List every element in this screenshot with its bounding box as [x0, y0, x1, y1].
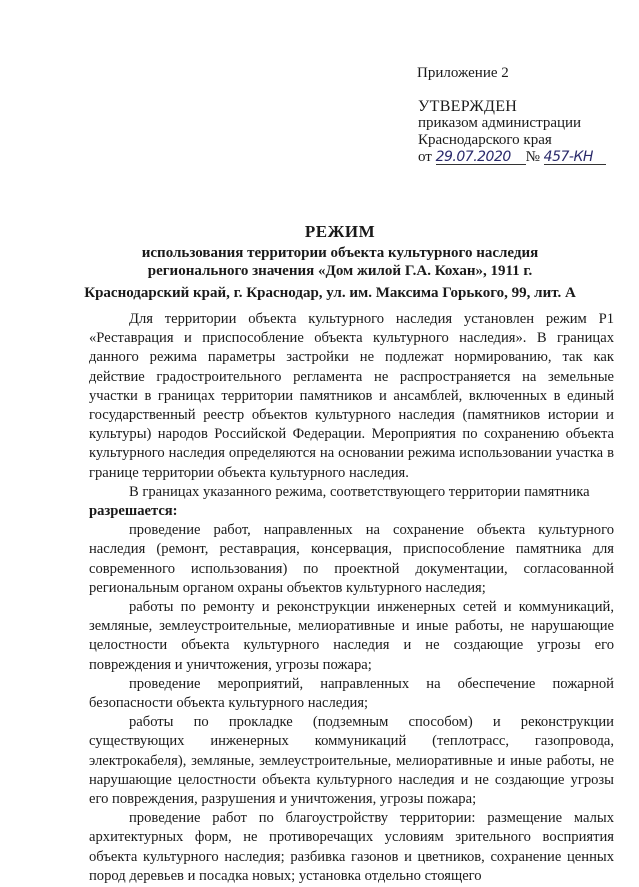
- paragraph-landscaping: проведение работ по благоустройству территории: размещение малых архитектурных форм, не противоречащих условиям зрительного восприятия объекта культурного наследия; разбивка газонов и цветников, сохранение ценных пород деревьев и посадка новых; установка отдельно стоящего: [89, 810, 614, 884]
- appendix-label: Приложение 2: [417, 65, 509, 81]
- paragraph-utility-laying: работы по прокладке (подземным способом) и реконструкции существующих инженерных коммуникаций (теплотрасс, газопровода, электрокабеля), земляные, землеустроительные, мелиоративные и иные работы, не нарушающие целостности объекта культурного наследия и не создающие угрозы его повреждения, разрушения и уничтожения, угрозы пожара;: [89, 714, 614, 808]
- order-date-handwritten: 29.07.2020: [436, 150, 526, 165]
- document-body: [89, 310, 614, 886]
- approval-block: [418, 98, 606, 166]
- document-title-block: [60, 222, 620, 303]
- document-title: РЕЖИМ: [304, 222, 376, 241]
- from-label: от: [418, 149, 432, 165]
- paragraph-engineering-networks: работы по ремонту и реконструкции инженерных сетей и коммуникаций, земляные, землеустроительные, мелиоративные и иные работы, не нарушающие целостности объекта культурного наследия и не создающие угрозы его повреждения и уничтожения, угрозы пожара;: [89, 599, 614, 673]
- approved-heading: УТВЕРЖДЕН: [418, 98, 518, 115]
- approval-line-2: Краснодарского края: [418, 132, 552, 148]
- order-number-handwritten: 457-КН: [544, 150, 606, 165]
- paragraph-permitted-intro: [89, 483, 614, 521]
- title-line-2: регионального значения «Дом жилой Г.А. Кохан», 1911 г.: [147, 263, 533, 279]
- paragraph-conservation-works: проведение работ, направленных на сохранение объекта культурного наследия (ремонт, реставрация, консервация, приспособление памятника для современного использования) по проектной документации, согласованной региональным органом охраны объектов культурного наследия;: [89, 522, 614, 596]
- number-label: №: [525, 149, 540, 165]
- order-line: [418, 149, 606, 166]
- title-line-1: использования территории объекта культурного наследия: [141, 245, 539, 261]
- paragraph-fire-safety: проведение мероприятий, направленных на обеспечение пожарной безопасности объекта культурного наследия;: [89, 675, 614, 712]
- permitted-intro-text: В границах указанного режима, соответствующего территории памятника: [129, 483, 590, 500]
- approval-line-1: приказом администрации: [418, 115, 582, 131]
- paragraph-regime: Для территории объекта культурного наследия установлен режим Р1 «Реставрация и приспособление объекта культурного наследия». В границах данного режима параметры застройки не подлежат нормированию, так как действие градостроительного регламента не распространяется на земельные участки в границах территории памятников и ансамблей, включенных в единый государственный реестр объектов культурного наследия (памятников истории и культуры) народов Российской Федерации. Мероприятия по сохранению объекта культурного наследия определяются на основании режима использовании участка в границе территории объекта культурного наследия.: [89, 311, 614, 481]
- title-line-3: Краснодарский край, г. Краснодар, ул. им. Максима Горького, 99, лит. А: [84, 285, 576, 301]
- permitted-label: разрешается:: [89, 503, 178, 520]
